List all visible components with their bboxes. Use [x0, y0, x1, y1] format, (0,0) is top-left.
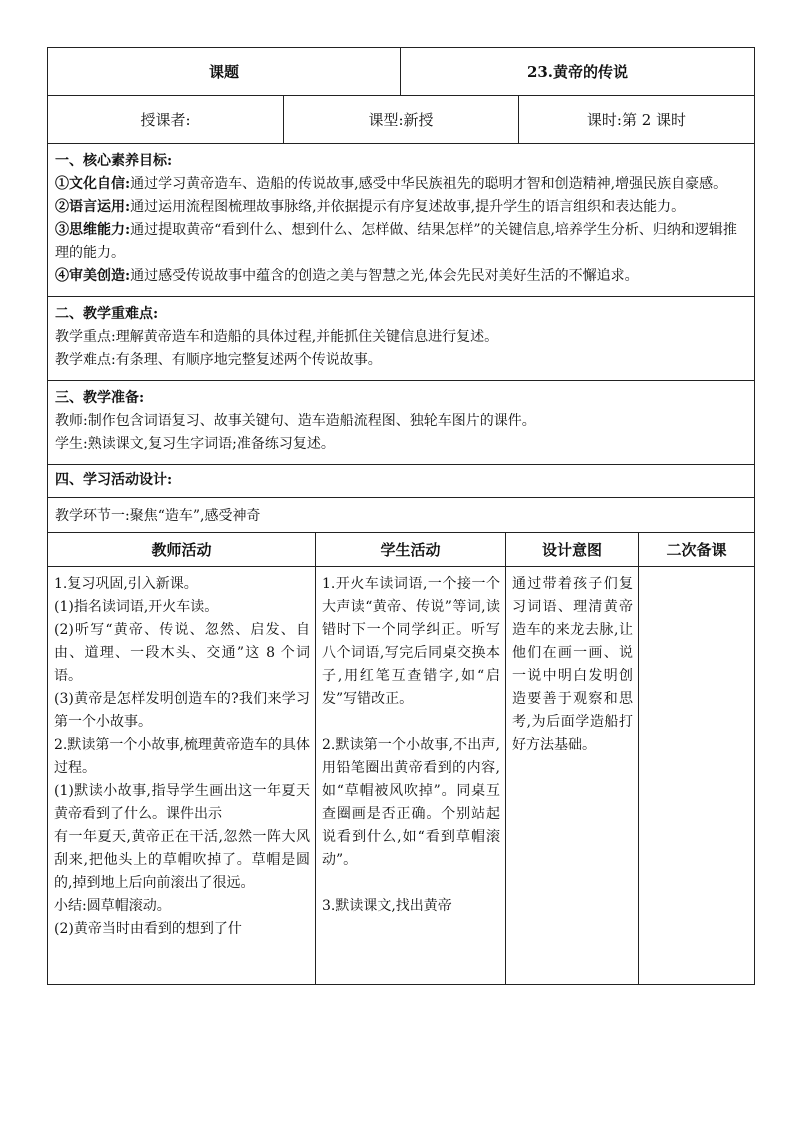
teacher-activity-cell — [48, 567, 316, 984]
goal-item: ②语言运用:通过运用流程图梳理故事脉络,并依据提示有序复述故事,提升学生的语言组织和表达能力。 — [55, 199, 686, 215]
student-step: 3.默读课文,找出黄帝 — [322, 898, 452, 914]
teacher-step: 小结:圆草帽滚动。 — [54, 898, 171, 914]
difficult-point: 教学难点:有条理、有顺序地完整复述两个传说故事。 — [55, 352, 382, 368]
activity-content-row — [48, 567, 754, 984]
teacher-field: 授课者: — [48, 96, 284, 143]
lesson-type: 课型:新授 — [284, 96, 519, 143]
goals-heading: 一、核心素养目标: — [55, 153, 173, 169]
col-design-intent: 设计意图 — [506, 533, 639, 566]
topic-value: 23.黄帝的传说 — [526, 63, 629, 81]
col-student-activity: 学生活动 — [316, 533, 506, 566]
teacher-preparation: 教师:制作包含词语复习、故事关键句、造车造船流程图、独轮车图片的课件。 — [55, 413, 536, 429]
col-teacher-activity: 教师活动 — [48, 533, 316, 566]
lesson-time: 课时:第 2 课时 — [586, 111, 687, 129]
teacher-step: 有一年夏天,黄帝正在干活,忽然一阵大风刮来,把他头上的草帽吹掉了。草帽是圆的,掉到地上后向前滚出了很远。 — [54, 829, 310, 891]
student-step: 1.开火车读词语,一个接一个大声读“黄帝、传说”等词,读错时下一个同学纠正。听写八个词语,写完后同桌交换本子,用红笔互查错字,如“启发”写错改正。 — [322, 576, 500, 707]
teacher-step: (2)黄帝当时由看到的想到了什 — [54, 921, 242, 937]
second-prep-cell — [639, 567, 754, 984]
teacher-step: (2)听写“黄帝、传说、忽然、启发、自由、道理、一段木头、交通”这 8 个词语。 — [54, 622, 310, 684]
teacher-step: 1.复习巩固,引入新课。 — [54, 576, 198, 592]
lesson-plan-table — [47, 47, 755, 985]
key-point: 教学重点:理解黄帝造车和造船的具体过程,并能抓住关键信息进行复述。 — [55, 329, 499, 345]
student-preparation: 学生:熟读课文,复习生字词语;准备练习复述。 — [55, 436, 335, 452]
activities-heading-row — [48, 465, 754, 498]
goal-item: ①文化自信:通过学习黄帝造车、造船的传说故事,感受中华民族祖先的聪明才智和创造精神,增强民族自豪感。 — [55, 176, 728, 192]
topic-row — [48, 48, 754, 96]
design-intent-cell — [506, 567, 639, 984]
goal-item: ④审美创造:通过感受传说故事中蕴含的创造之美与智慧之光,体会先民对美好生活的不懈追求。 — [55, 268, 639, 284]
design-intent-text: 通过带着孩子们复习词语、理清黄帝造车的来龙去脉,让他们在画一画、说一说中明白发明创造要善于观察和思考,为后面学造船打好方法基础。 — [512, 576, 633, 753]
teacher-step: (1)默读小故事,指导学生画出这一年夏天黄帝看到了什么。课件出示 — [54, 783, 310, 822]
preparation-heading: 三、教学准备: — [55, 390, 145, 406]
topic-label: 课题 — [48, 48, 401, 95]
activities-heading: 四、学习活动设计: — [55, 472, 173, 488]
difficulties-section — [48, 297, 754, 381]
goal-item: ③思维能力:通过提取黄帝“看到什么、想到什么、怎样做、结果怎样”的关键信息,培养学生分析、归纳和逻辑推理的能力。 — [55, 222, 737, 261]
student-step: 2.默读第一个小故事,不出声,用铅笔圈出黄帝看到的内容,如“草帽被风吹掉”。同桌互查圈画是否正确。个别站起说看到什么,如“看到草帽滚动”。 — [322, 737, 500, 868]
stage-row — [48, 498, 754, 533]
teacher-step: (3)黄帝是怎样发明创造车的?我们来学习第一个小故事。 — [54, 691, 310, 730]
student-activity-cell — [316, 567, 506, 984]
column-headers — [48, 533, 754, 567]
preparation-section — [48, 381, 754, 465]
meta-row — [48, 96, 754, 144]
teacher-step: (1)指名读词语,开火车读。 — [54, 599, 219, 615]
col-second-prep: 二次备课 — [666, 541, 727, 559]
goals-section — [48, 144, 754, 297]
teacher-step: 2.默读第一个小故事,梳理黄帝造车的具体过程。 — [54, 737, 310, 776]
stage-title: 教学环节一:聚焦“造车”,感受神奇 — [55, 508, 261, 524]
difficulties-heading: 二、教学重难点: — [55, 306, 159, 322]
